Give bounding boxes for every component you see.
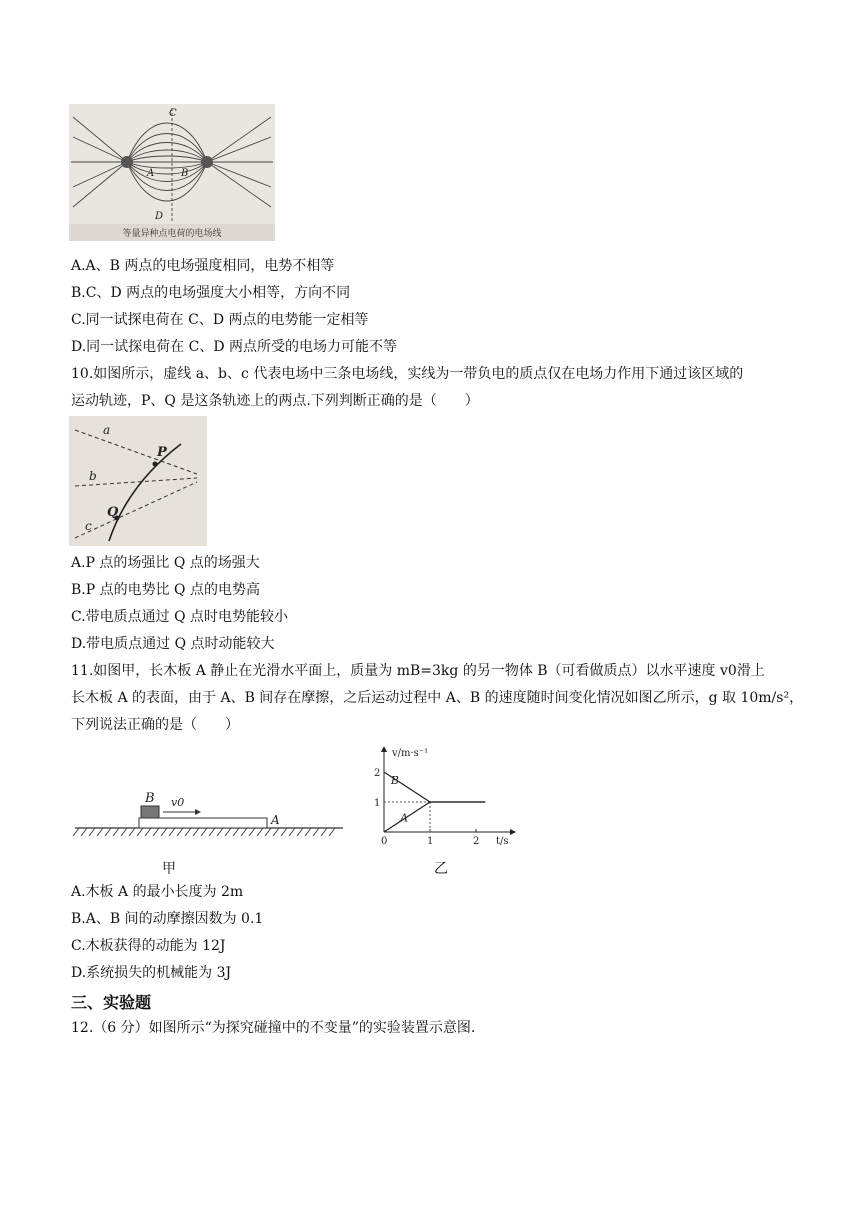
q10-label-q: Q (107, 505, 119, 520)
q11-option-a: A.木板 A 的最小长度为 2m (71, 884, 244, 900)
q10-option-b: B.P 点的电势比 Q 点的电势高 (71, 582, 260, 598)
q10-option-c: C.带电质点通过 Q 点时电势能较小 (71, 609, 289, 625)
chart-series-B (384, 772, 485, 802)
chart-series-label: A (400, 811, 409, 825)
q11-fig-right-caption: 乙 (434, 861, 448, 877)
chart-xlabel: t/s (496, 836, 509, 847)
q11-velocity-label: v0 (171, 796, 185, 809)
q9-label-a: A (147, 168, 155, 179)
q10-option-a: A.P 点的场强比 Q 点的场强大 (71, 555, 260, 571)
q10-stem-line1: 10.如图所示，虚线 a、b、c 代表电场中三条电场线，实线为一带负电的质点仅在电场力作用下通过该区域的 (71, 366, 744, 382)
q9-label-d: D (155, 211, 164, 222)
q9-option-a: A.A、B 两点的电场强度相同，电势不相等 (71, 258, 335, 274)
q11-option-c: C.木板获得的动能为 12J (71, 938, 226, 954)
q10-label-b: b (89, 469, 97, 483)
q11-vt-chart (370, 744, 520, 854)
q11-board-label: A (271, 813, 280, 827)
q11-stem-line2: 长木板 A 的表面，由于 A、B 间存在摩擦，之后运动过程中 A、B 的速度随时间变化情况如图乙所示，g 取 10m/s²， (71, 690, 804, 706)
q9-figure-caption: 等量异种点电荷的电场线 (122, 229, 222, 239)
section-title: 三、实验题 (71, 993, 152, 1012)
q9-option-d: D.同一试探电荷在 C、D 两点所受的电场力可能不等 (71, 339, 398, 355)
q11-stem-line1: 11.如图甲，长木板 A 静止在光滑水平面上，质量为 mB=3kg 的另一物体 B（可看做质点）以水平速度 v0滑上 (71, 663, 765, 679)
q11-block-label: B (145, 791, 155, 806)
chart-x-tick: 2 (473, 836, 480, 847)
q12-stem: 12.（6 分）如图所示“为探究碰撞中的不变量”的实验装置示意图. (71, 1020, 476, 1036)
chart-y-tick: 2 (374, 768, 381, 779)
q11-stem-line3: 下列说法正确的是（ ） (71, 717, 239, 733)
q10-label-p: P (157, 445, 167, 460)
q11-option-d: D.系统损失的机械能为 3J (71, 965, 232, 981)
q10-field-lines-figure (69, 416, 207, 546)
q10-option-d: D.带电质点通过 Q 点时动能较大 (71, 636, 275, 652)
chart-x-tick: 0 (381, 836, 388, 847)
q11-option-b: B.A、B 间的动摩擦因数为 0.1 (71, 911, 264, 927)
q9-option-b: B.C、D 两点的电场强度大小相等，方向不同 (71, 285, 351, 301)
q11-board-figure (71, 780, 347, 850)
chart-x-tick: 1 (427, 836, 434, 847)
q11-fig-left-caption: 甲 (162, 861, 176, 877)
q9-option-c: C.同一试探电荷在 C、D 两点的电势能一定相等 (71, 312, 369, 328)
q9-label-c: C (169, 108, 177, 119)
chart-series-label: B (390, 774, 399, 787)
q10-stem-line2: 运动轨迹，P、Q 是这条轨迹上的两点.下列判断正确的是（ ） (71, 393, 479, 409)
q9-label-b: B (181, 168, 189, 179)
chart-y-tick: 1 (374, 798, 381, 809)
q10-label-a: a (103, 423, 111, 437)
chart-ylabel: v/m·s⁻¹ (392, 748, 429, 759)
q10-label-c: c (85, 519, 92, 533)
q9-field-lines-figure (69, 104, 275, 241)
